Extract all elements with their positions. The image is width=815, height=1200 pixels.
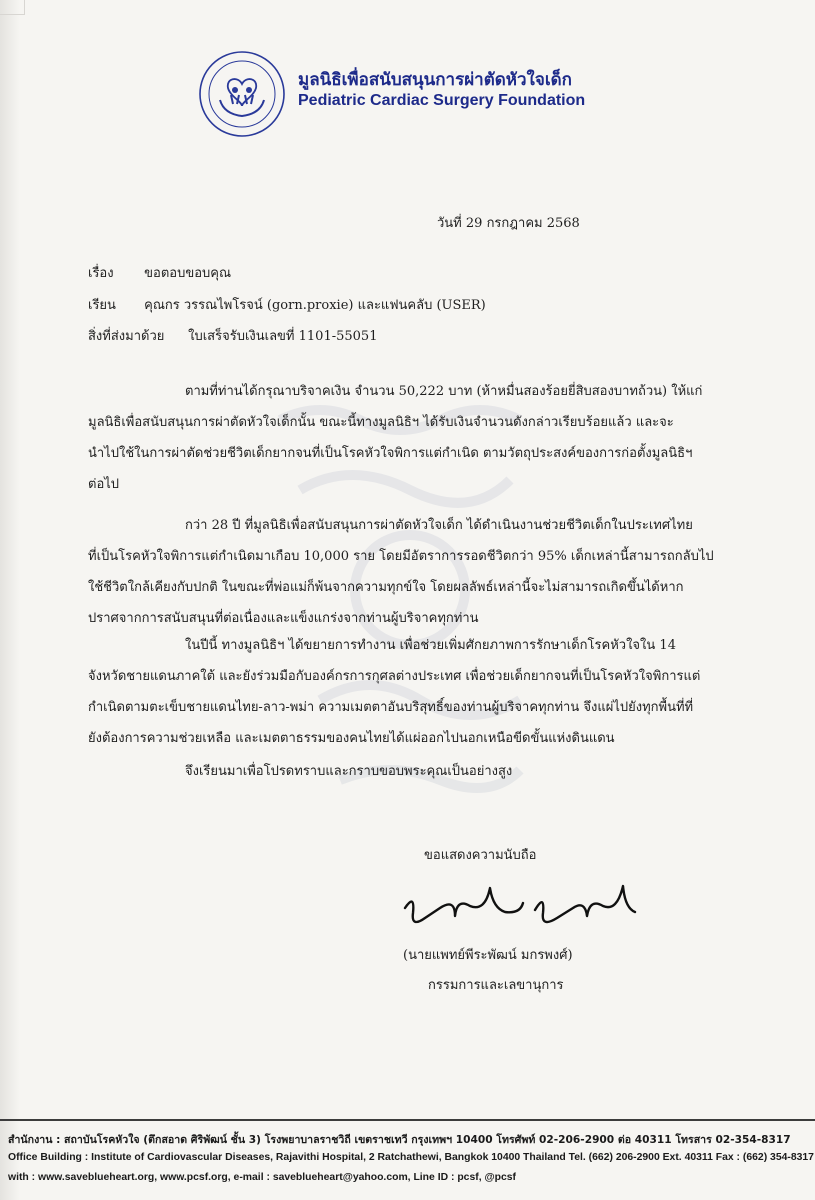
paragraph-line: กว่า 28 ปี ที่มูลนิธิเพื่อสนับสนุนการผ่าตัดหัวใจเด็ก ได้ดำเนินงานช่วยชีวิตเด็กในประเทศไทย	[185, 518, 693, 533]
foundation-logo-icon	[198, 50, 286, 138]
recipient-value: คุณกร วรรณไพโรจน์ (gorn.proxie) และแฟนคลับ (USER)	[144, 298, 486, 313]
paragraph-line: ที่เป็นโรคหัวใจพิการแต่กำเนิดมาเกือบ 10,000 ราย โดยมีอัตราการรอดชีวิตกว่า 95% เด็กเหล่านี้สามารถกลับไป	[88, 549, 714, 564]
paragraph-line: กำเนิดตามตะเข็บชายแดนไทย-ลาว-พม่า ความเมตตาอันบริสุทธิ์ของท่านผู้บริจาคทุกท่าน จึงแผ่ไปยังทุกพื้นที่ที่	[88, 700, 694, 715]
paragraph-4	[88, 756, 748, 787]
enclosure-label: สิ่งที่ส่งมาด้วย	[88, 329, 165, 344]
footer-address-thai: สำนักงาน : สถาบันโรคหัวใจ (ตึกสอาด ศิริพัฒน์ ชั้น 3) โรงพยาบาลราชวิถี เขตราชเทวี กรุงเทพฯ 10400 โทรศัพท์ 02-206-2900 ต่อ 40311 โทรสาร 02-354-8317	[8, 1134, 791, 1146]
handwritten-signature	[395, 868, 645, 938]
paragraph-3	[88, 630, 748, 754]
page-edge-shadow	[0, 0, 20, 1200]
enclosure-row	[88, 325, 377, 346]
subject-row	[88, 262, 231, 283]
paragraph-line: มูลนิธิเพื่อสนับสนุนการผ่าตัดหัวใจเด็กนั้น ขณะนี้ทางมูลนิธิฯ ได้รับเงินจำนวนดังกล่าวเรียบร้อยแล้ว และจะ	[88, 415, 674, 430]
paragraph-line: ในปีนี้ ทางมูลนิธิฯ ได้ขยายการทำงาน เพื่อช่วยเพิ่มศักยภาพการรักษาเด็กโรคหัวใจใน 14	[185, 638, 676, 653]
enclosure-value: ใบเสร็จรับเงินเลขที่ 1101-55051	[188, 329, 378, 344]
footer-address-english: Office Building : Institute of Cardiovascular Diseases, Rajavithi Hospital, 2 Ratchathewi, Bangkok 10400 Thailand Tel. (662) 206-2900 Ext. 40311 Fax : (662) 354-8317	[8, 1152, 814, 1163]
recipient-label: เรียน	[88, 298, 116, 313]
paragraph-line: ตามที่ท่านได้กรุณาบริจาคเงิน จำนวน 50,222 บาท (ห้าหมื่นสองร้อยยี่สิบสองบาทถ้วน) ให้แก่	[185, 384, 703, 399]
org-name-thai: มูลนิธิเพื่อสนับสนุนการผ่าตัดหัวใจเด็ก	[298, 70, 572, 90]
paragraph-line: นำไปใช้ในการผ่าตัดช่วยชีวิตเด็กยากจนที่เป็นโรคหัวใจพิการแต่กำเนิด ตามวัตถุประสงค์ของการก่อตั้งมูลนิธิฯ	[88, 446, 693, 461]
signer-name: (นายแพทย์พีระพัฒน์ มกรพงศ์)	[403, 948, 573, 963]
footer-divider	[0, 1119, 815, 1121]
paragraph-line: ต่อไป	[88, 477, 120, 492]
page-corner	[0, 0, 25, 15]
closing-salutation: ขอแสดงความนับถือ	[424, 848, 537, 863]
paragraph-line: ยังต้องการความช่วยเหลือ และเมตตาธรรมของคนไทยได้แผ่ออกไปนอกเหนือขีดขั้นแห่งดินแดน	[88, 731, 615, 746]
paragraph-line: จึงเรียนมาเพื่อโปรดทราบและกราบขอบพระคุณเป็นอย่างสูง	[185, 764, 513, 779]
paragraph-1	[88, 376, 748, 500]
paragraph-2	[88, 510, 748, 634]
letter-date: วันที่ 29 กรกฎาคม 2568	[437, 216, 580, 231]
signer-title: กรรมการและเลขานุการ	[428, 978, 564, 993]
footer-contacts: with : www.saveblueheart.org, www.pcsf.org, e-mail : saveblueheart@yahoo.com, Line ID : pcsf, @pcsf	[8, 1172, 516, 1183]
recipient-row	[88, 294, 486, 315]
subject-value: ขอตอบขอบคุณ	[144, 266, 232, 281]
org-name-english: Pediatric Cardiac Surgery Foundation	[298, 92, 586, 109]
paragraph-line: จังหวัดชายแดนภาคใต้ และยังร่วมมือกับองค์กรการกุศลต่างประเทศ เพื่อช่วยเด็กยากจนที่เป็นโรคหัวใจพิการแต่	[88, 669, 701, 684]
paragraph-line: ปราศจากการสนับสนุนที่ต่อเนื่องและแข็งแกร่งจากท่านผู้บริจาคทุกท่าน	[88, 611, 479, 626]
paragraph-line: ใช้ชีวิตใกล้เคียงกับปกติ ในขณะที่พ่อแม่ก็พ้นจากความทุกข์ใจ โดยผลลัพธ์เหล่านี้จะไม่สามารถเกิดขึ้นได้หาก	[88, 580, 684, 595]
subject-label: เรื่อง	[88, 266, 114, 281]
